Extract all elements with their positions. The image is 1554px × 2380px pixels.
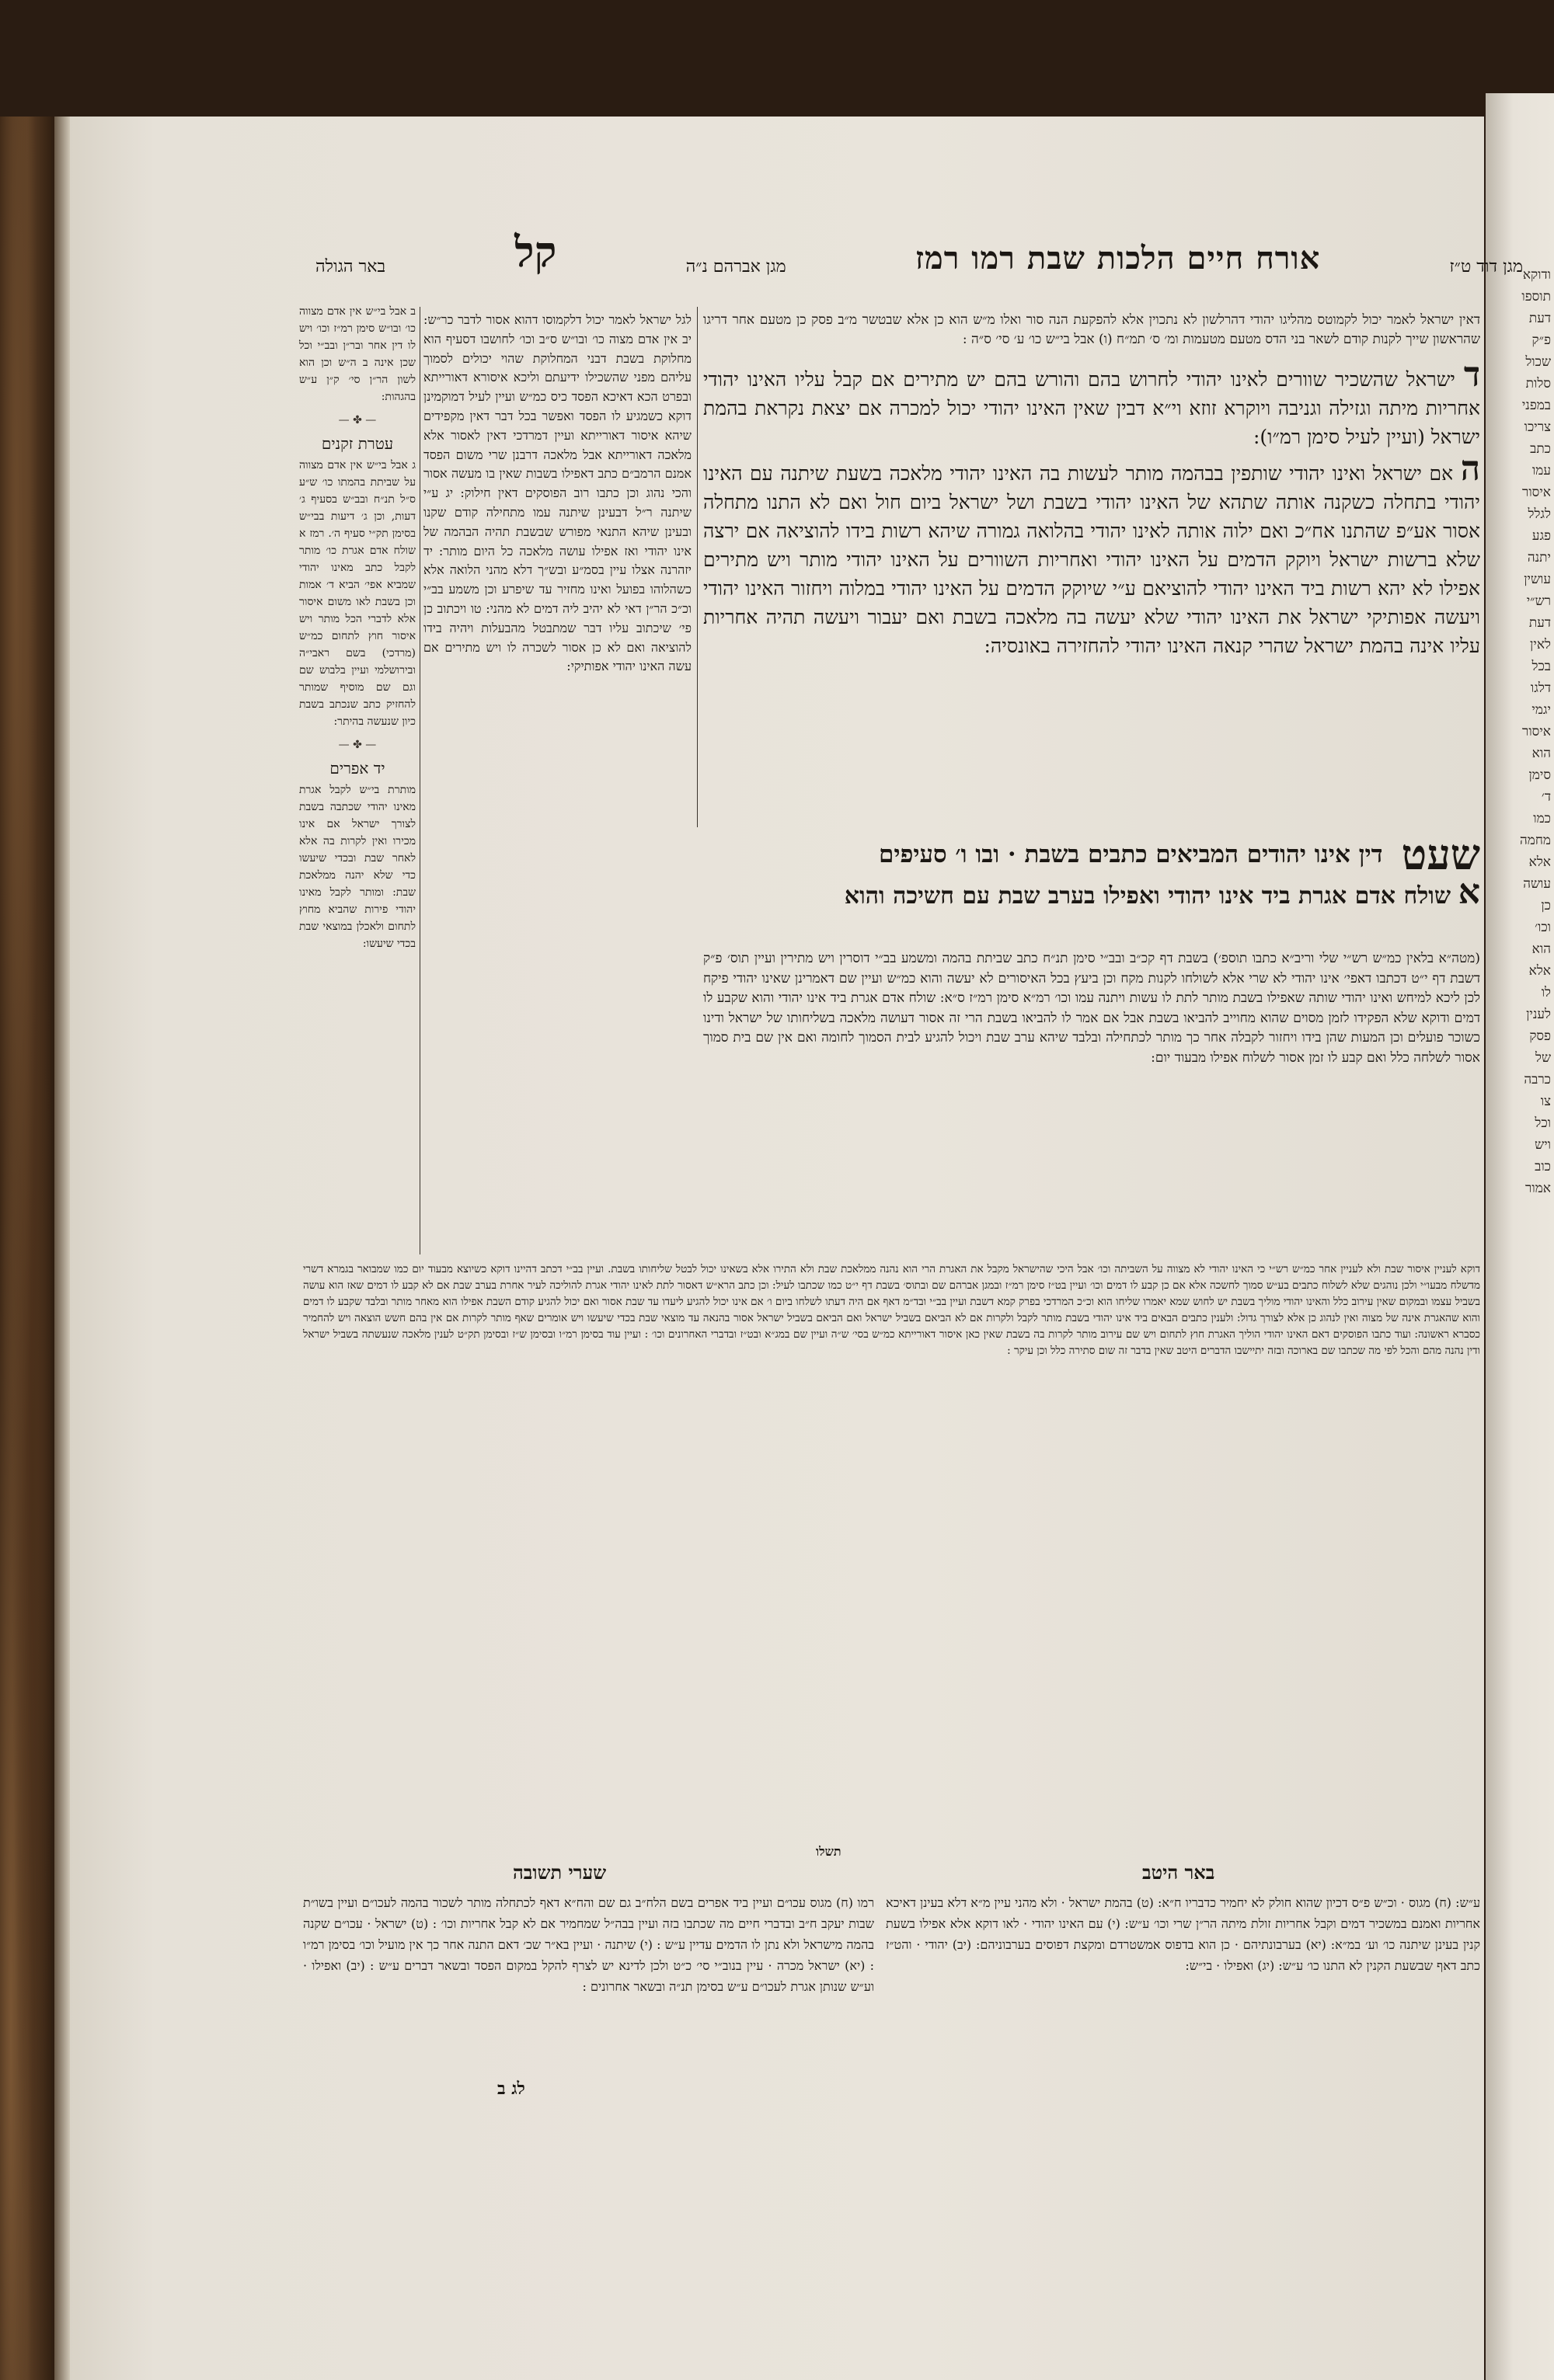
facing-page-line: רש״י (1526, 593, 1551, 609)
page-header (311, 227, 1546, 277)
facing-page-line: איסור (1521, 724, 1551, 739)
facing-page-line: הוא (1531, 746, 1551, 761)
facing-page-line: עושה (1523, 876, 1551, 892)
seif-dalet-letter: ד (1463, 355, 1481, 395)
left-col-mid: ג אבל בי״ש אין אדם מצווה על שביתת בהמתו כו׳ ש״ע ס״ל תנ״ח ובב״ש בסעיף ג׳ דעות, וכן ג׳ דיעות בבי״ש בסימן תק״י סעיף ה׳. רמז א שולח אדם אגרת כו׳ מותר לקבל כתב מאינו יהודי שמביא אפי׳ הביא ד׳ אמות וכן בשבת לאו משום איסור אלא לדברי הכל מותר ויש איסור חוץ לתחום כמ״ש (מרדכי) בשם ראבי״ה ובירושלמי ועיין בלבוש שם וגם שם מוסיף שמותר להחזיק כתב שנכתב בשבת כיון שנעשה בהיתר: (299, 459, 416, 728)
ateret-zekenim-heading: עטרת זקנים (321, 434, 394, 453)
facing-page-line: יגמי (1531, 702, 1551, 718)
facing-page-line: ד׳ (1541, 789, 1551, 805)
signature-mark: לג ב (497, 2079, 525, 2099)
facing-page-line: כוב (1535, 1159, 1551, 1174)
section-title: דין אינו יהודים המביאים כתבים בשבת · ובו ו׳ סעיפים (879, 840, 1383, 868)
page-number: קל (514, 227, 557, 277)
facing-page-line: כרבה (1524, 1072, 1551, 1087)
main-text-upper (703, 311, 1480, 663)
facing-page-text (1500, 264, 1551, 1199)
seif-alef-text: שולח אדם אגרת ביד אינו יהודי ואפילו בערב שבת עם חשיכה והוא (844, 882, 1451, 910)
catchword: תשלו (816, 1844, 841, 1859)
commentary-block: (מטה״א בלאין כמ״ש רש״י שלי וריב״א כתבו תוספ׳) בשבת דף קכ״ב ובב״י סימן תנ״ח כתב שביתת בהמה ומשמע בב״י דוסרין ויש מתירין ועיין תוס׳ פ״ק דשבת דף י״ט דכתבו דאפי׳ אינו יהודי לא שרי אלא לשולחו לקנות מקח וכן ביעץ בכל האיסורים לא יעשה והוא כמ״ש ועיין שם דאמרינן שאינו יהודי פיקח לכן ליכא למיחש ואינו יהודי שותה שאפילו בשבת מותר לתת לו עשות ויתנה עמו וכו׳ רמ״א סימן רמ״ז ס״א: שולח אדם אגרת ביד אינו יהודי והוא שקבע לו דמים ודוקא שלא הפקידו לזמן מסוים שהוא מחוייב להביאו בשבת אבל אם אמר לו להביאו בשבת הרי זה אסור דעושה מלאכה בשליחותו של ישראל ודינו כשוכר פועלים וכן המעות שהן בידו ויחזור לקבלה אחר כך מותר לכתחילה ובלבד שיהא ערב שבת ויכול להגיע לבית הסמוך לחומה ואם אין שם בית סמוך אסור לשלחה כלל ואם קבע לו זמן אסור לשלוח אפילו מבעוד יום: (703, 951, 1480, 1066)
magen-david-label: מגן דוד ט״ז (1449, 257, 1523, 277)
facing-page-line: פסק (1529, 1028, 1551, 1044)
facing-page-line: סימן (1528, 767, 1551, 783)
facing-page-line: ויש (1535, 1137, 1551, 1153)
yad-ephraim-heading: יד אפרים (329, 759, 385, 778)
facing-page-line: עושין (1524, 572, 1551, 587)
facing-page-line: צו (1540, 1094, 1551, 1109)
facing-page-line: סלות (1525, 376, 1551, 391)
shaarei-teshuvah-heading: שערי תשובה (513, 1861, 607, 1884)
seif-he-text: אם ישראל ואינו יהודי שותפין בבהמה מותר לעשות בה האינו יהודי מלאכה בשעת שיתנה עם האינו יהודי בתחלה כשקנה אותה שתהא של האינו יהודי בשבת ושל ישראל ביום חול ואם לא התנו מתחלה אסור אע״פ שהתנו אח״כ ואם ילוה אותה לאינו יהודי בהלואה גמורה שיהא רשות בידו להוציאה אם ירצה שלא ברשות ישראל ויוקק הדמים על האינו יהודי ואחריות השוורים על האינו יהודי מותר ויש מתירים אפילו לא יהא רשות ביד האינו יהודי להוציאם ע״י שיוקק הדמים על האינו יהודי במלוה ויחזור האינו יהודי ויעשה אפותיקי ישראל את האינו יהודי שלא יעשה בה מלאכה בשבת ואם יעבור ויעשה תהיה אחריות עליו אינה בהמת ישראל שהרי קנאה האינו יהודי להחזירה באונסיה: (703, 462, 1480, 657)
beer-heitev-heading: באר היטב (1142, 1861, 1215, 1884)
facing-page-line: דעת (1528, 615, 1551, 631)
facing-page-line: לאין (1530, 637, 1551, 652)
facing-page-line: עמו (1531, 463, 1551, 478)
facing-page-line: אלא (1528, 963, 1551, 979)
facing-page-line: כתב (1530, 441, 1551, 457)
facing-page-line: צריכו (1524, 419, 1551, 435)
shaarei-teshuvah-column: רמו (ח) מגוס עכו״ם ועיין ביד אפרים בשם הלח״ב גם שם והח״א דאף לכתחלה מותר לשכור בהמה לעכו״ם ועיין בשו״ת שבות יעקב ח״ב ובדברי חיים מה שכתבו בזה ועיין בבה״ל שמחמיר אם לא קבל אחריות וכו׳ : (ט) ישראל · עכו״ם שקנה בהמה מישראל ולא נתן לו הדמים עדיין ע״ש : (י) שיתנה · ועיין בא״ר שכ׳ דאם התנה אחר כך אין מועיל וכו׳ בסימן רמ״ו : (יא) ישראל מכרה · עיין בנוב״י סי׳ כ״ט ולכן לדינא יש לצרף להקל במקום הפסד ובשאר דברים ע״ש : (יב) ואפילו · וע״ש שנותן אגרת לעכו״ם ע״ש בסימן תנ״ה ובשאר אחרונים : (303, 1895, 875, 1994)
facing-page-line: שכול (1525, 354, 1551, 370)
facing-page-line: כמו (1533, 811, 1551, 826)
beer-hagolah-label: באר הגולה (315, 257, 386, 277)
facing-page-line: וכל (1535, 1115, 1551, 1131)
beer-heitev-column: ע״ש: (ח) מגוס · וכ״ש פ״ס דכיון שהוא חולק לא יחמיר כדבריו ח״א: (ט) בהמת ישראל · ולא מהני עיין מ״א דלא בעינן דאיכא אחריות ואמנם במשכיר דמים וקבל אחריות זולת מיתה הר״ן שרי וכו׳ ע״ש: (י) עם האינו יהודי · לאו דוקא אלא אפילו בשעת קנין בעינן שיתנה כו׳ וע׳ במ״א: (יא) בערבונתיהם · כן הוא בדפוס אמשטרדם ומקצת דפוסים בערבוניהם: (יב) יהודי · והט״ז כתב דאף שבשעת הקנין לא התנו כו׳ ע״ש: (יג) ואפילו · בי״ש: (886, 1895, 1480, 1973)
facing-page-line: של (1535, 1050, 1551, 1066)
main-intro: דאין ישראל לאמר יכול לקמוטס מהליגו יהודי דהרלשון לא נתכוין אלא להפקעת הנה סור ואלו מ״ש הוא כן אלא שבטשר מ״ב פסק כן מטעם אחר דריגו שהראשון שייך לקנות קודם לשאר בני הדס מטעם מטעמות ומ׳ ס׳ תמ״ח (ו) אבל בי״ש כו׳ ע׳ סי׳ ס״ה : (703, 312, 1481, 347)
facing-page-line: ודוקא (1522, 267, 1551, 283)
facing-page-line: תוספו (1521, 289, 1551, 304)
facing-page-line: לו (1541, 985, 1551, 1000)
beer-hagolah-column (299, 303, 416, 952)
seif-alef (703, 872, 1480, 913)
facing-page-line: איסור (1521, 485, 1551, 500)
seif-he-letter: ה (1460, 449, 1480, 489)
facing-page-line: אמור (1525, 1181, 1551, 1196)
section-heading (703, 830, 1480, 879)
section-number: שעט (1401, 830, 1480, 879)
seif-he (703, 449, 1480, 660)
left-col-top: ב אבל בי״ש אין אדם מצווה כו׳ ובו״ש סימן רמ״ז וכו׳ ויש לו דין אחר ובר״ן ובב״י וכל שכן אינה ב ה״ש וכן הוא לשון הר״ן סי׳ ק״ן ע״ש בהגהות: (299, 305, 416, 403)
seif-alef-letter: א (1458, 872, 1480, 912)
magen-avraham-column: לגל ישראל לאמר יכול דלקמוסו דהוא אסור לדבר כר״ש: יב אין אדם מצוה כו׳ ובו״ש ס״ב וכו׳ לחושבו דסעיף הוא מחלוקת בשבת דבני המחלוקת שהוי יכולים לסמוך עליהם מפני שהשכילו ידיעתם וליכא איסורא דאורייתא ובפרט הכא דאיכא הפסד כיס כמ״ש ועיין לעיל דמוקמינן דוקא כשמגיע לו הפסד ואפשר בכל דבר דאין מקפידים שיהא איסור דאורייתא ועיין דמרדכי דאין לאסור אלא מלאכה דאורייתא אבל מלאכה דרבנן שרי משום הפסד אמנם הרמב״ם כתב דאפילו בשבות שאין בו מעשה אסור והכי נהוג וכן כתבו רוב הפוסקים דאין חילוק: יג ע״י שיתנה ר״ל דבעינן שיתנה עמו מתחילה קודם שקנו ובעינן שיהא התנאי מפורש שבשבת תהיה הבהמה של אינו יהודי ואז אפילו עושה מלאכה כל היום מותר: יד יזהרנה אצלו עיין בסמ״ע ובש״ך דלא מהני הלואה אלא כשהלוהו בפועל ואינו מחזיר עד שיפרע וכן משמע בב״י וכ״כ הר״ן דאי לא יהיב ליה דמים לא מהני: טו ויכתוב כן פי׳ שיכתוב עליו דבר שמתבטל מהבעלות ויהיה בידו להוציאה ואם לא כן אסור לשכרה לו ויש מתירים אם עשה האינו יהודי אפותיקי: (423, 312, 692, 674)
seif-dalet (703, 355, 1481, 451)
bottom-commentary (303, 1261, 1480, 1359)
facing-page-line: במפני (1521, 398, 1551, 413)
column-rule (697, 307, 698, 827)
page-title: אורח חיים הלכות שבת רמו רמז (915, 240, 1321, 277)
page-gutter (54, 117, 70, 2380)
facing-page-line: לענין (1526, 1007, 1551, 1022)
bottom-commentary-text: דוקא לעניין איסור שבת ולא לעניין אחר כמ״ש רש״י כי האינו יהודי לא מצווה על השביתה וכו׳ אבל היכי שהישראל מקבל את האגרת הרי הוא נהנה ממלאכת שבת ולא התירו אלא בשאינו יכול לבטל שליחותו בשבת. ועיין בב״י דכתב דהיינו דוקא כשיוצא מבעוד יום כמו שמבואר בגמרא דשרי מדשלח מבעו״י ולכן נוהגים שלא לשלוח כתבים בע״ש סמוך לחשכה אלא אם כן קבע לו דמים וכו׳ ועיין בט״ז סימן רמ״ז ובמגן אברהם שם ובתוס׳ בשבת דף י״ט כמו שכתבו לעיל: וכן כתב הרא״ש דאסור לתת לאינו יהודי אגרת להוליכה לעיר אחרת בערב שבת אם לא קבע לו דמים שאז הוא עושה בשביל עצמו ובמקום שאין עירוב כלל והאינו יהודי מוליך בשבת יש לחוש שמא יאמרו שליחו הוא וכ״כ המרדכי בפרק קמא דשבת ועיין בב״י ובד״מ דאף אם היה דעתו לשלחו ביום ו׳ אם אינו יכול להגיע ליעדו עד שבת אסור ואם יכול להגיע קודם השבת אפילו הוא מאחר מותר ובלבד שקבע לו דמים והוא שהאגרת אינה של מצוה ואין לנהוג כן אלא לצורך גדול: ולענין כתבים הבאים ביד אינו יהודי בשבת מותר לקבל ולקרות אם לא הביאם בשביל ישראל ואם הביאם בשביל ישראל אסור בהנאה עד מוצאי שבת בכדי שיעשו ויש אומרים שאף מותר לקרות אם אין בהם חשש הוצאה ויש להחמיר כסברא ראשונה: ועוד כתבו הפוסקים דאם האינו יהודי הוליך האגרת חוץ לתחום ויש שם עירוב מותר לקרות בה בשבת שאין כאן איסור דאורייתא כמ״ש בסי׳ ש״ה ועיין שם במג״א ובט״ז ובדברי האחרונים וכו׳ : ועיין עוד בסימן רמ״ו ובסימן ש״ז ובסימן תק״ט לענין מלאכה שנעשתה בשביל ישראל ודין נהנה מהם והכל לפי מה שכתבו שם בארוכה ובזה יתיישבו הדברים היטב שאין בדבר זה שום סתירה כלל וכן עיקר : (303, 1263, 1480, 1357)
divider-ornament: — ✤ — (338, 739, 377, 751)
divider-ornament: — ✤ — (338, 414, 377, 426)
facing-page-line: וכו׳ (1535, 920, 1551, 935)
facing-page-line: דלגו (1530, 680, 1551, 696)
seif-dalet-text: ישראל שהשכיר שוורים לאינו יהודי לחרוש בהם והורש בהם יש מתירים אם קבל עליו האינו יהודי אחריות מיתה וגזילה וגניבה ויוקרא זוזא וי״א דבין שאין האינו יהודי יכול למכרה אם יצאת נקראת בהמת ישראל (ועיין לעיל סימן רמ״ו): (703, 368, 1480, 448)
facing-page-line: יתנה (1527, 550, 1551, 565)
facing-page-line: פגע (1531, 528, 1551, 544)
facing-page-line: בכל (1531, 659, 1551, 674)
book-cover-edge (0, 117, 54, 2380)
left-col-bottom: מותרת בי״ש לקבל אגרת מאינו יהודי שכתבה בשבת לצורך ישראל אם אינו מכירו ואין לקרות בה אלא לאחר שבת ובכדי שיעשו כדי שלא יהנה ממלאכת שבת: ומותר לקבל מאינו יהודי פירות שהביא מחוץ לתחום ולאכלן במוצאי שבת בכדי שיעשו: (299, 784, 416, 950)
facing-page-line: הוא (1531, 941, 1551, 957)
facing-page-line: מחמה (1520, 833, 1551, 848)
facing-page-line: פ״ק (1531, 332, 1551, 348)
facing-page-line: דעת (1528, 311, 1551, 326)
magen-avraham-label: מגן אברהם נ״ה (685, 257, 786, 277)
facing-page-line: אלא (1528, 854, 1551, 870)
facing-page-line: לגלל (1528, 506, 1551, 522)
facing-page-line: כן (1541, 898, 1551, 913)
